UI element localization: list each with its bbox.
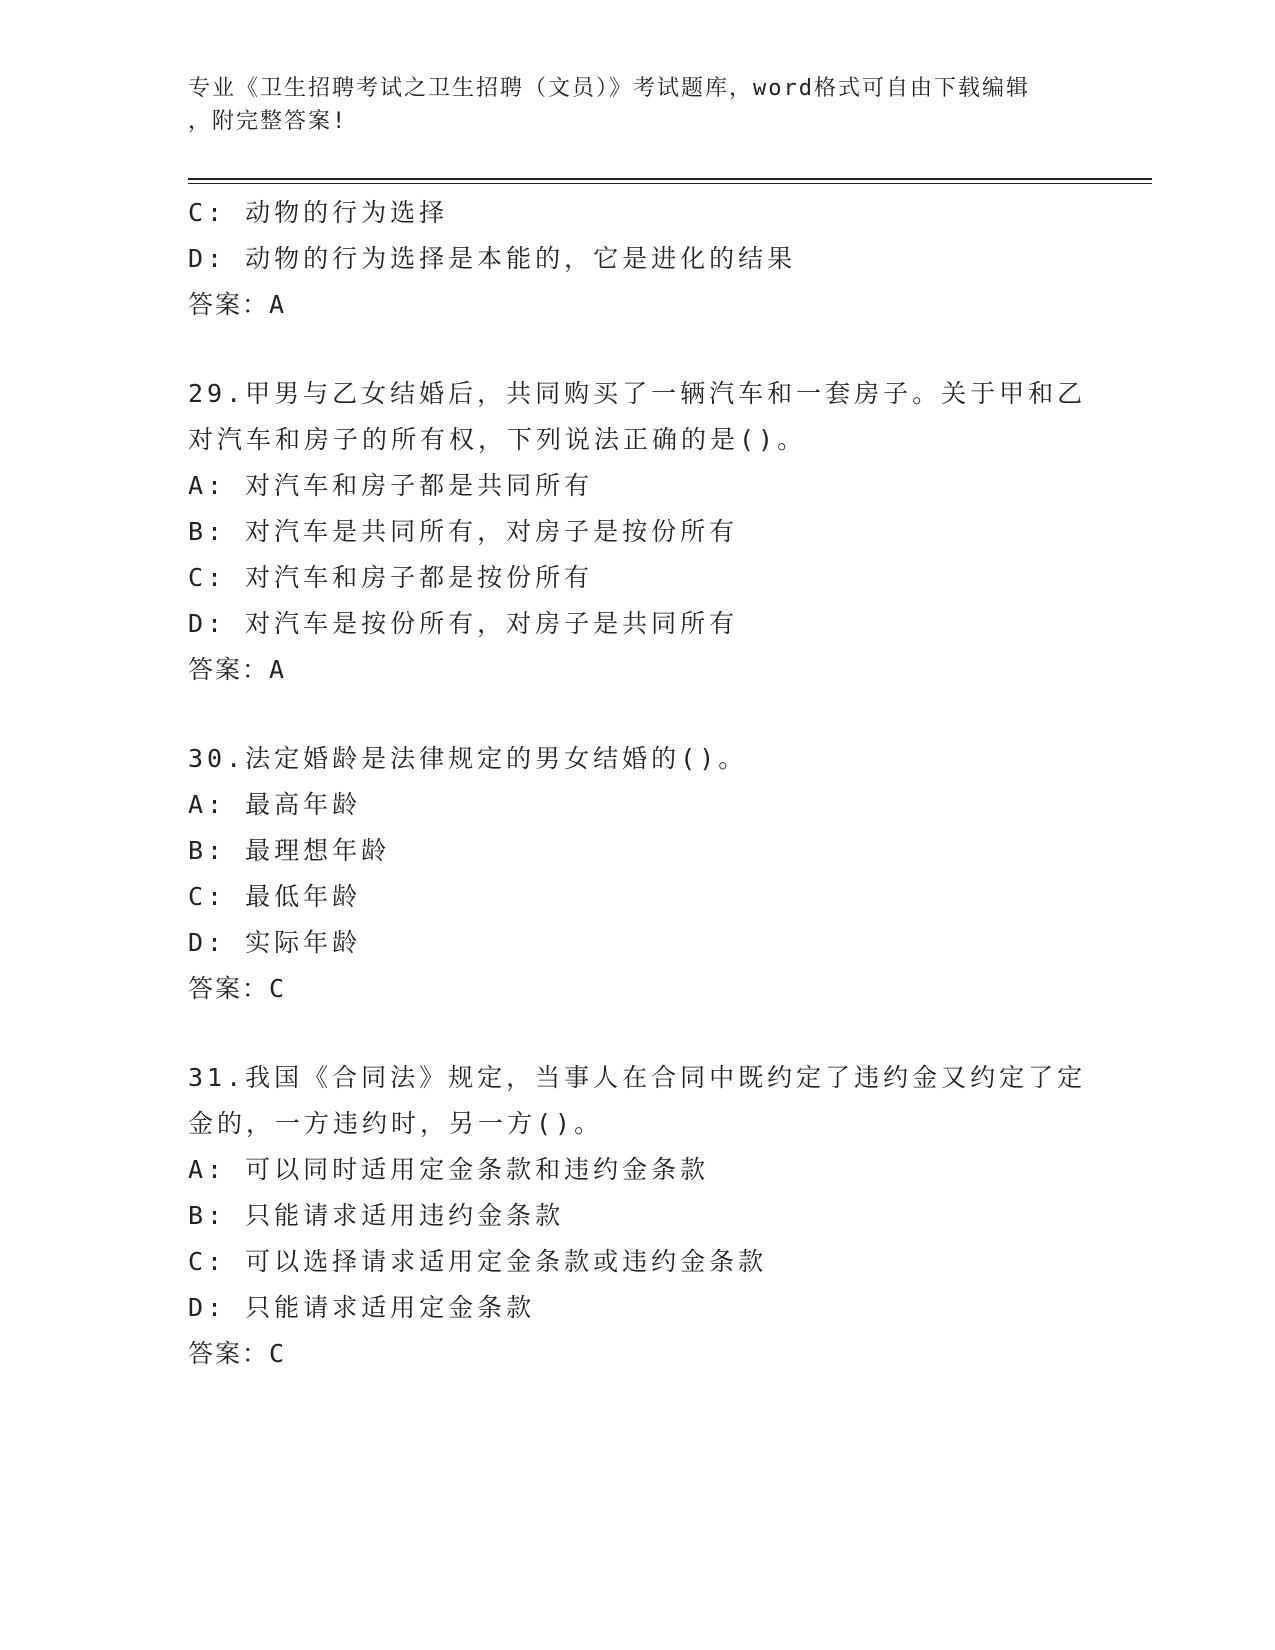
question-list (188, 190, 1088, 1377)
question-stem: 对汽车和房子的所有权，下列说法正确的是()。 (188, 425, 807, 454)
option-c: C: 可以选择请求适用定金条款或违约金条款 (188, 1247, 768, 1276)
option-a: A: 对汽车和房子都是共同所有 (188, 471, 594, 500)
option-b: B: 对汽车是共同所有，对房子是按份所有 (188, 517, 739, 546)
header-line-1: 专业《卫生招聘考试之卫生招聘（文员）》考试题库，word格式可自由下载编辑 (188, 76, 1030, 101)
option-b: B: 最理想年龄 (188, 836, 391, 865)
option-a: A: 可以同时适用定金条款和违约金条款 (188, 1155, 710, 1184)
question-29 (188, 371, 1088, 693)
option-d: D: 只能请求适用定金条款 (188, 1293, 536, 1322)
option-b: B: 只能请求适用违约金条款 (188, 1201, 565, 1230)
answer-label: 答案： (188, 1339, 270, 1368)
answer-value: C (269, 1339, 289, 1368)
answer-line (188, 282, 1088, 328)
question-stem: 30.法定婚龄是法律规定的男女结婚的()。 (188, 744, 748, 773)
answer-value: C (269, 974, 289, 1003)
answer-label: 答案： (188, 655, 270, 684)
answer-label: 答案： (188, 290, 270, 319)
document-header (188, 72, 1088, 138)
answer-line (188, 1331, 1088, 1377)
header-divider-thin (188, 183, 1152, 184)
option-d: D: 对汽车是按份所有，对房子是共同所有 (188, 609, 739, 638)
option-c: C: 最低年龄 (188, 882, 362, 911)
answer-value: A (269, 290, 289, 319)
option-d: D: 动物的行为选择是本能的，它是进化的结果 (188, 244, 797, 273)
option-d: D: 实际年龄 (188, 928, 362, 957)
option-a: A: 最高年龄 (188, 790, 362, 819)
header-line-2: ，附完整答案! (188, 109, 348, 134)
question-stem: 金的，一方违约时，另一方()。 (188, 1109, 604, 1138)
question-30 (188, 736, 1088, 1012)
question-stem: 31.我国《合同法》规定，当事人在合同中既约定了违约金又约定了定 (188, 1063, 1087, 1092)
answer-line (188, 647, 1088, 693)
answer-label: 答案： (188, 974, 270, 1003)
answer-line (188, 966, 1088, 1012)
question-31 (188, 1055, 1088, 1377)
question-28-continued (188, 190, 1088, 328)
question-stem: 29.甲男与乙女结婚后，共同购买了一辆汽车和一套房子。关于甲和乙 (188, 379, 1087, 408)
answer-value: A (269, 655, 289, 684)
option-c: C: 对汽车和房子都是按份所有 (188, 563, 594, 592)
header-divider-thick (188, 178, 1152, 180)
option-c: C: 动物的行为选择 (188, 198, 449, 227)
